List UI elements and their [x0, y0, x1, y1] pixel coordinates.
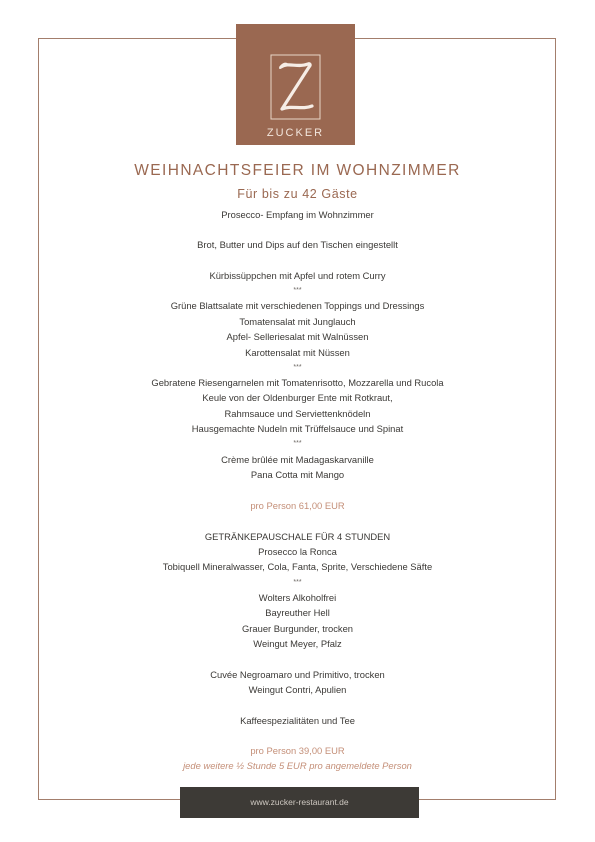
zucker-logo — [236, 24, 355, 145]
page-title: WEIHNACHTSFEIER IM WOHNZIMMER — [134, 162, 461, 179]
menu-main-item: Keule von der Oldenburger Ente mit Rotkraut, — [202, 392, 393, 403]
menu-main-item: Hausgemachte Nudeln mit Trüffelsauce und Spinat — [191, 423, 404, 434]
drinks-item: Cuvée Negroamaro und Primitivo, trocken — [210, 669, 385, 680]
drinks-item: Bayreuther Hell — [265, 607, 330, 618]
drinks-item: Grauer Burgunder, trocken — [242, 623, 353, 634]
drinks-extra-note: jede weitere ½ Stunde 5 EUR pro angemeldete Person — [183, 760, 412, 771]
menu-reception: Prosecco- Empfang im Wohnzimmer — [221, 209, 374, 220]
menu-dessert-item: Crème brûlée mit Madagaskarvanille — [221, 454, 374, 465]
menu-main-item: Gebratene Riesengarnelen mit Tomatenrisotto, Mozzarella und Rucola — [151, 377, 444, 388]
page-subtitle: Für bis zu 42 Gäste — [237, 187, 358, 201]
menu-bread: Brot, Butter und Dips auf den Tischen eingestellt — [197, 239, 398, 250]
footer-bar — [180, 787, 419, 818]
menu-separator: *** — [293, 364, 302, 371]
menu-salad-item: Tomatensalat mit Junglauch — [239, 316, 356, 327]
drinks-item: Wolters Alkoholfrei — [258, 592, 337, 603]
menu-price: pro Person 61,00 EUR — [250, 500, 345, 511]
drinks-separator: *** — [293, 579, 302, 586]
menu-separator: *** — [293, 440, 302, 447]
menu-salad-item: Grüne Blattsalate mit verschiedenen Toppings und Dressings — [170, 300, 425, 311]
menu-salad-item: Apfel- Selleriesalat mit Walnüssen — [226, 331, 369, 342]
drinks-heading: GETRÄNKEPAUSCHALE FÜR 4 STUNDEN — [204, 531, 391, 542]
menu-soup: Kürbissüppchen mit Apfel und rotem Curry — [209, 270, 386, 281]
menu-separator: *** — [293, 287, 302, 294]
menu-dessert-item: Pana Cotta mit Mango — [250, 469, 345, 480]
logo-brand-text: ZUCKER — [266, 127, 325, 139]
drinks-item: Prosecco la Ronca — [258, 546, 337, 557]
drinks-item: Weingut Contri, Apulien — [248, 684, 347, 695]
drinks-price: pro Person 39,00 EUR — [250, 745, 345, 756]
drinks-item: Tobiquell Mineralwasser, Cola, Fanta, Sprite, Verschiedene Säfte — [162, 561, 433, 572]
menu-salad-item: Karottensalat mit Nüssen — [245, 347, 350, 358]
drinks-coffee: Kaffeespezialitäten und Tee — [240, 715, 355, 726]
menu-main-item: Rahmsauce und Serviettenknödeln — [224, 408, 371, 419]
footer-url-link[interactable]: www.zucker-restaurant.de — [250, 797, 349, 807]
drinks-item: Weingut Meyer, Pfalz — [253, 638, 342, 649]
